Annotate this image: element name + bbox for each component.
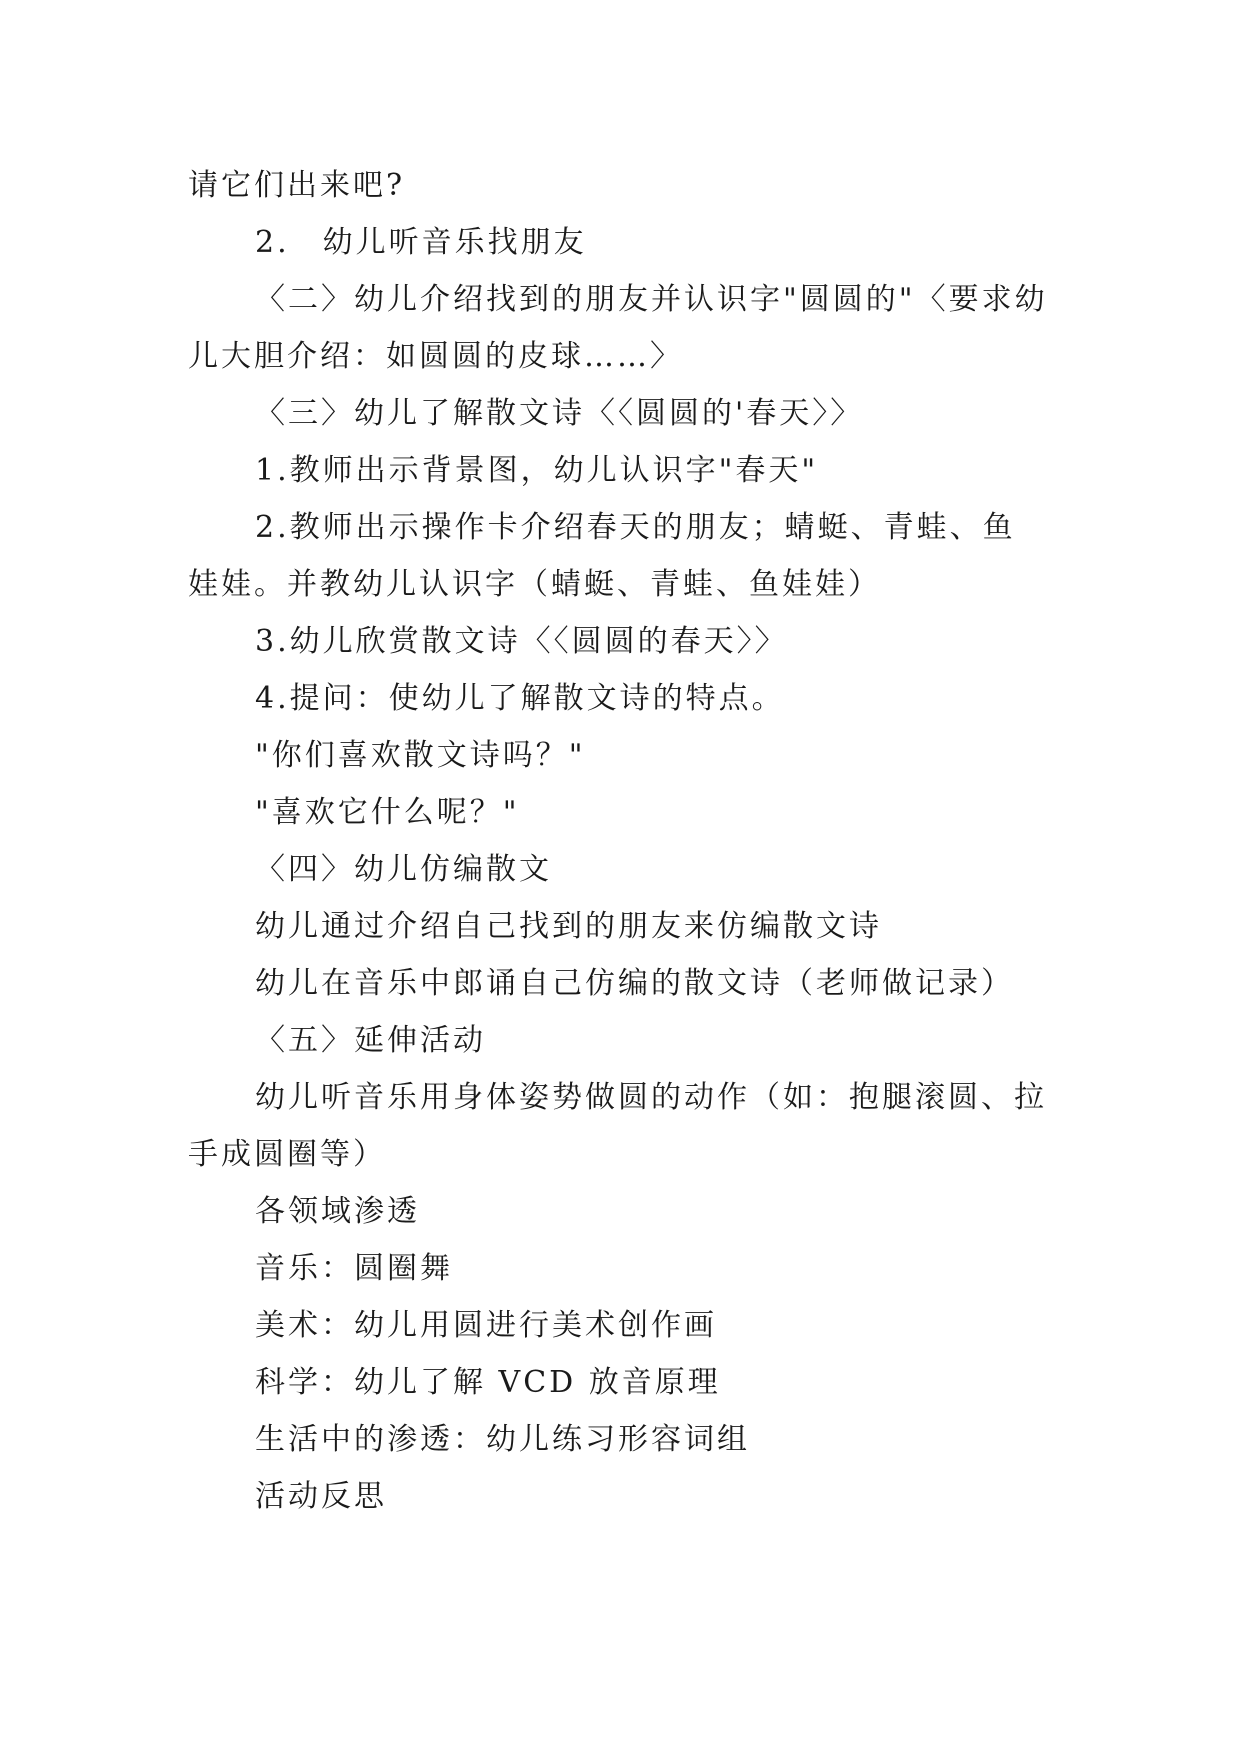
- text-line: 娃娃。并教幼儿认识字（蜻蜓、青蛙、鱼娃娃）: [188, 567, 881, 602]
- section-heading: 〈三〉幼儿了解散文诗〈〈圆圆的'春天〉〉: [255, 396, 864, 431]
- list-item: 3.幼儿欣赏散文诗〈〈圆圆的春天〉〉: [255, 624, 788, 659]
- text-line: 手成圆圈等）: [188, 1137, 386, 1172]
- text-line: 音乐：圆圈舞: [255, 1251, 453, 1286]
- section-heading: 〈四〉幼儿仿编散文: [255, 852, 552, 887]
- text-line: 科学：幼儿了解 VCD 放音原理: [255, 1365, 721, 1400]
- list-item: 1.教师出示背景图，幼儿认识字"春天": [255, 453, 819, 488]
- quote-line: "喜欢它什么呢？": [255, 795, 520, 830]
- text-line: 请它们出来吧?: [188, 168, 406, 203]
- text-line: 幼儿通过介绍自己找到的朋友来仿编散文诗: [255, 909, 882, 944]
- text-line: 幼儿在音乐中郎诵自己仿编的散文诗（老师做记录）: [255, 966, 1014, 1001]
- text-line: 美术：幼儿用圆进行美术创作画: [255, 1308, 717, 1343]
- text-line: 儿大胆介绍：如圆圆的皮球……〉: [188, 339, 683, 374]
- subheading: 活动反思: [255, 1479, 387, 1514]
- section-heading: 〈五〉延伸活动: [255, 1023, 486, 1058]
- section-heading: 〈二〉幼儿介绍找到的朋友并认识字"圆圆的"〈要求幼: [255, 282, 1048, 317]
- list-item: 2.教师出示操作卡介绍春天的朋友；蜻蜓、青蛙、鱼: [255, 510, 1016, 545]
- list-item: 2. 幼儿听音乐找朋友: [255, 225, 587, 260]
- list-item: 4.提问：使幼儿了解散文诗的特点。: [255, 681, 785, 716]
- text-line: 生活中的渗透：幼儿练习形容词组: [255, 1422, 750, 1457]
- subheading: 各领域渗透: [255, 1194, 420, 1229]
- quote-line: "你们喜欢散文诗吗？": [255, 738, 586, 773]
- text-line: 幼儿听音乐用身体姿势做圆的动作（如：抱腿滚圆、拉: [255, 1080, 1047, 1115]
